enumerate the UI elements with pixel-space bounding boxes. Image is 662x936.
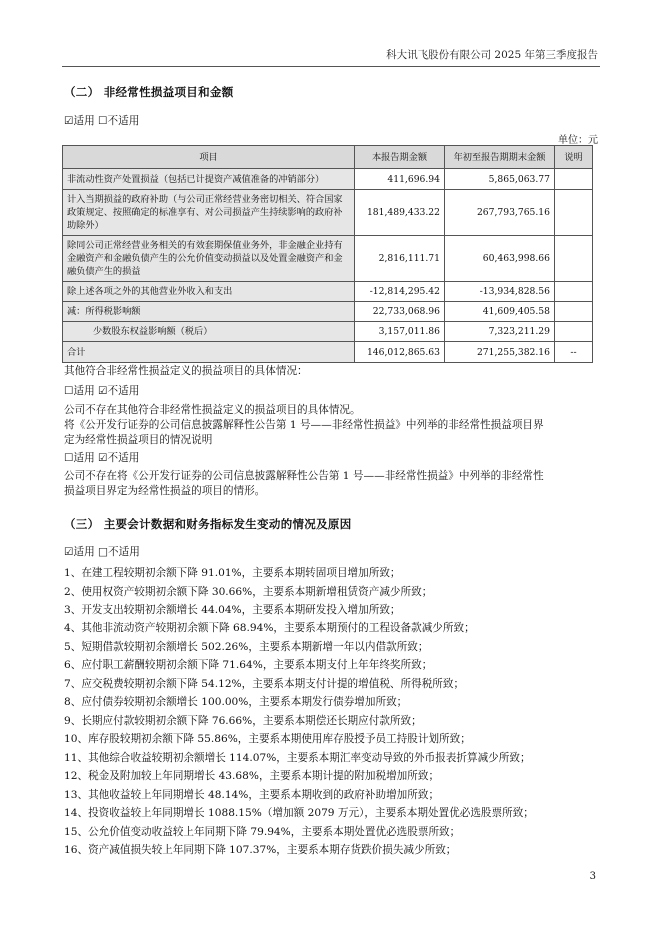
list-item: 12、税金及附加较上年同期增长 43.68%，主要系本期计提的附加税增加所致； bbox=[64, 770, 440, 782]
row-note bbox=[555, 169, 593, 190]
explain-applicability: ☐适用 ☑不适用 bbox=[64, 452, 140, 464]
other-applicability: ☐适用 ☑不适用 bbox=[64, 385, 140, 397]
list-item: 13、其他收益较上年同期增长 48.14%，主要系本期收到的政府补助增加所致； bbox=[64, 789, 440, 801]
explain-line-2: 定为经常性损益项目的情况说明 bbox=[64, 434, 213, 446]
row-note: -- bbox=[555, 342, 593, 363]
row-current: 181,489,433.22 bbox=[355, 190, 445, 236]
header-divider bbox=[62, 66, 600, 67]
list-item: 11、其他综合收益较期初余额增长 114.07%，主要系本期汇率变动导致的外币报表折算减少所致； bbox=[64, 752, 531, 764]
row-current: 146,012,865.63 bbox=[355, 342, 445, 363]
row-item: 合计 bbox=[63, 342, 355, 363]
row-item: 除同公司正常经营业务相关的有效套期保值业务外，非金融企业持有金融资产和金融负债产生的公允价值变动损益以及处置金融资产和金融负债产生的损益 bbox=[63, 236, 355, 282]
section3-applicability: ☑适用 □不适用 bbox=[64, 546, 140, 558]
row-ytd: 41,609,405.58 bbox=[445, 302, 555, 322]
row-current: 2,816,111.71 bbox=[355, 236, 445, 282]
table-row bbox=[63, 190, 593, 236]
page-number: 3 bbox=[589, 871, 596, 882]
row-ytd: 271,255,382.16 bbox=[445, 342, 555, 363]
row-ytd: 5,865,063.77 bbox=[445, 169, 555, 190]
row-item: 除上述各项之外的其他营业外收入和支出 bbox=[63, 282, 355, 302]
col-header-ytd: 年初至报告期期末金额 bbox=[445, 146, 555, 169]
row-ytd: 7,323,211.29 bbox=[445, 322, 555, 342]
table-row bbox=[63, 282, 593, 302]
list-item: 14、投资收益较上年同期增长 1088.15%（增加额 2079 万元），主要系本期处置优必选股票所致； bbox=[64, 807, 534, 819]
row-note bbox=[555, 282, 593, 302]
list-item: 16、资产减值损失较上年同期下降 107.37%，主要系本期存货跌价损失减少所致； bbox=[64, 844, 457, 856]
col-header-note: 说明 bbox=[555, 146, 593, 169]
row-item: 非流动性资产处置损益（包括已计提资产减值准备的冲销部分） bbox=[63, 169, 355, 190]
table-row bbox=[63, 169, 593, 190]
row-current: 411,696.94 bbox=[355, 169, 445, 190]
row-ytd: -13,934,828.56 bbox=[445, 282, 555, 302]
row-note bbox=[555, 190, 593, 236]
explain-text-line-2: 损益项目界定为经常性损益的项目的情形。 bbox=[64, 485, 266, 497]
explain-line-1: 将《公开发行证券的公司信息披露解释性公告第 1 号——非经常性损益》中列举的非经常性损益项目界 bbox=[64, 419, 544, 431]
other-note: 其他符合非经常性损益定义的损益项目的具体情况： bbox=[64, 365, 308, 377]
list-item: 10、库存股较期初余额下降 55.86%，主要系本期使用库存股授予员工持股计划所致； bbox=[64, 733, 471, 745]
list-item: 3、开发支出较期初余额增长 44.04%，主要系本期研发投入增加所致； bbox=[64, 604, 401, 616]
row-current: 22,733,068.96 bbox=[355, 302, 445, 322]
col-header-item: 项目 bbox=[63, 146, 355, 169]
row-ytd: 267,793,765.16 bbox=[445, 190, 555, 236]
table-row bbox=[63, 302, 593, 322]
list-item: 1、在建工程较期初余额下降 91.01%，主要系本期转固项目增加所致； bbox=[64, 567, 401, 579]
col-header-current: 本报告期金额 bbox=[355, 146, 445, 169]
nonrecurring-gains-table bbox=[62, 145, 593, 363]
section2-applicability: ☑适用 ☐不适用 bbox=[64, 115, 140, 127]
list-item: 15、公允价值变动收益较上年同期下降 79.94%，主要系本期处置优必选股票所致； bbox=[64, 826, 461, 838]
page-header-title: 科大讯飞股份有限公司 2025 年第三季度报告 bbox=[386, 49, 598, 61]
table-row bbox=[63, 236, 593, 282]
row-current: 3,157,011.86 bbox=[355, 322, 445, 342]
list-item: 5、短期借款较期初余额增长 502.26%，主要系本期新增一年以内借款所致； bbox=[64, 641, 429, 653]
table-row bbox=[63, 322, 593, 342]
row-note bbox=[555, 302, 593, 322]
row-item: 少数股东权益影响额（税后） bbox=[63, 322, 355, 342]
row-item: 计入当期损益的政府补助（与公司正常经营业务密切相关、符合国家政策规定、按照确定的标准享有、对公司损益产生持续影响的政府补助除外） bbox=[63, 190, 355, 236]
list-item: 6、应付职工薪酬较期初余额下降 71.64%，主要系本期支付上年年终奖所致； bbox=[64, 659, 433, 671]
section3-heading: （三） 主要会计数据和财务指标发生变动的情况及原因 bbox=[64, 517, 352, 531]
list-item: 8、应付债券较期初余额增长 100.00%，主要系本期发行债券增加所致； bbox=[64, 696, 408, 708]
table-total-row bbox=[63, 342, 593, 363]
list-item: 4、其他非流动资产较期初余额下降 68.94%，主要系本期预付的工程设备款减少所致； bbox=[64, 622, 475, 634]
row-note bbox=[555, 322, 593, 342]
row-item: 减：所得税影响额 bbox=[63, 302, 355, 322]
unit-label: 单位：元 bbox=[558, 135, 598, 146]
row-ytd: 60,463,998.66 bbox=[445, 236, 555, 282]
list-item: 2、使用权资产较期初余额下降 30.66%，主要系本期新增租赁资产减少所致； bbox=[64, 586, 433, 598]
list-item: 7、应交税费较期初余额下降 54.12%，主要系本期支付计提的增值税、所得税所致； bbox=[64, 678, 465, 690]
section2-heading: （二） 非经常性损益项目和金额 bbox=[64, 85, 234, 99]
list-item: 9、长期应付款较期初余额下降 76.66%，主要系本期偿还长期应付款所致； bbox=[64, 715, 422, 727]
explain-text-line-1: 公司不存在将《公开发行证券的公司信息披露解释性公告第 1 号——非经常性损益》中列举的非经常性 bbox=[64, 470, 544, 482]
row-note bbox=[555, 236, 593, 282]
row-current: -12,814,295.42 bbox=[355, 282, 445, 302]
other-text: 公司不存在其他符合非经常性损益定义的损益项目的具体情况。 bbox=[64, 404, 361, 416]
table-header-row bbox=[63, 146, 593, 169]
